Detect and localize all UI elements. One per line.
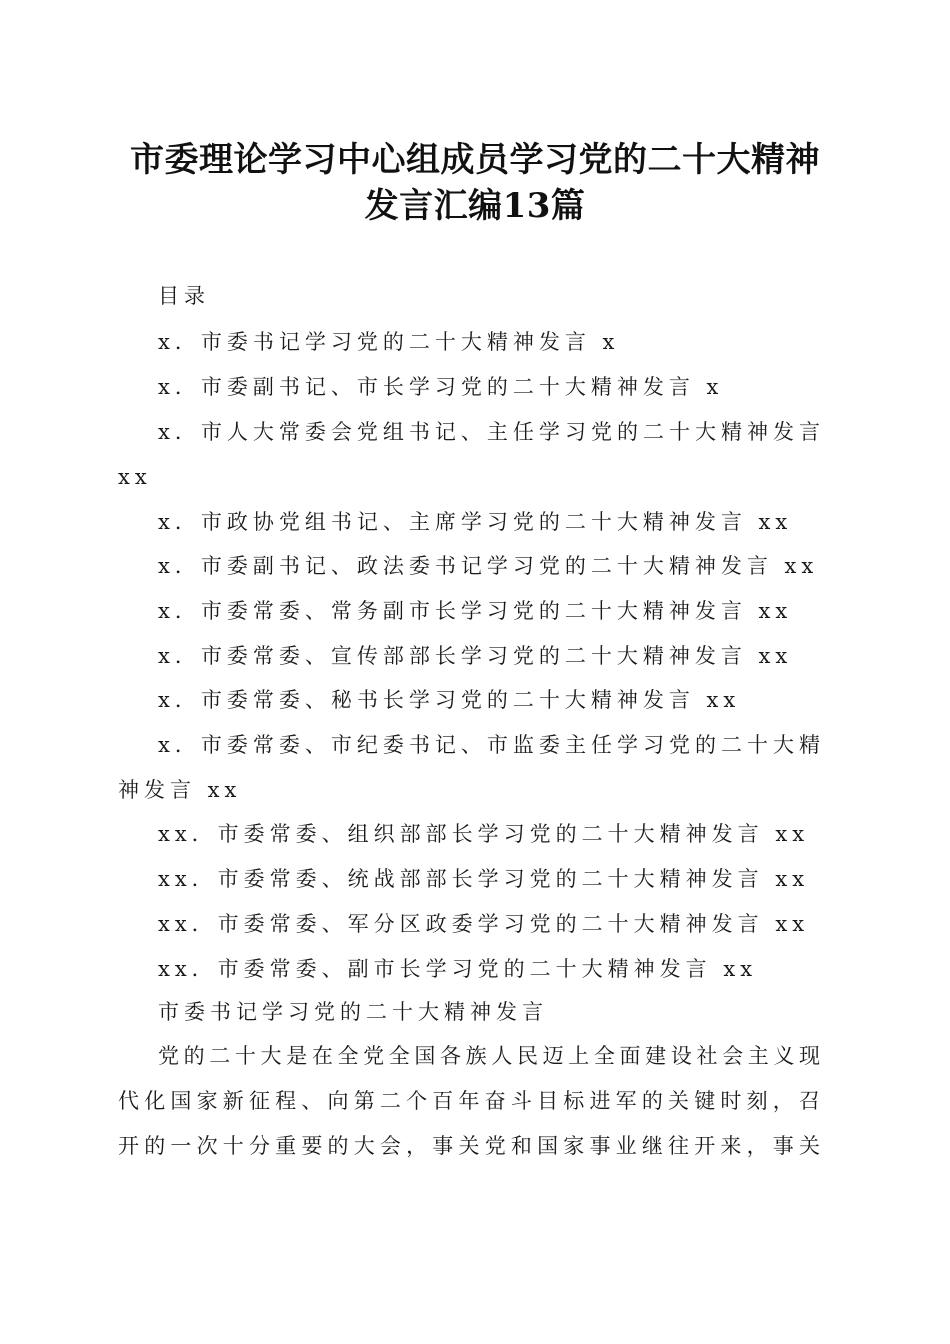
toc-item: x．市委常委、宣传部部长学习党的二十大精神发言 xx xyxy=(158,644,793,668)
body-paragraph-line: 党的二十大是在全党全国各族人民迈上全面建设社会主义现 xyxy=(158,1044,823,1068)
section-heading: 市委书记学习党的二十大精神发言 xyxy=(158,1000,548,1024)
document-title-line-2: 发言汇编13篇 xyxy=(364,186,586,226)
toc-item: x．市委副书记、市长学习党的二十大精神发言 x xyxy=(158,375,724,399)
toc-item: x．市委书记学习党的二十大精神发言 x xyxy=(158,330,620,354)
toc-item: x．市委常委、常务副市长学习党的二十大精神发言 xx xyxy=(158,599,793,623)
body-paragraph-line: 开的一次十分重要的大会，事关党和国家事业继往开来，事关 xyxy=(118,1134,823,1158)
toc-item: xx．市委常委、组织部部长学习党的二十大精神发言 xx xyxy=(158,822,810,846)
toc-item: x．市委副书记、政法委书记学习党的二十大精神发言 xx xyxy=(158,554,819,578)
toc-item: x．市人大常委会党组书记、主任学习党的二十大精神发言 xyxy=(158,420,823,444)
toc-item: xx．市委常委、统战部部长学习党的二十大精神发言 xx xyxy=(158,867,810,891)
toc-item: x．市政协党组书记、主席学习党的二十大精神发言 xx xyxy=(158,510,793,534)
toc-item-continuation: 神发言 xx xyxy=(118,778,242,802)
toc-item: x．市委常委、秘书长学习党的二十大精神发言 xx xyxy=(158,688,741,712)
toc-item: xx．市委常委、军分区政委学习党的二十大精神发言 xx xyxy=(158,912,810,936)
body-paragraph-line: 代化国家新征程、向第二个百年奋斗目标进军的关键时刻，召 xyxy=(118,1089,823,1113)
toc-item: x．市委常委、市纪委书记、市监委主任学习党的二十大精 xyxy=(158,733,823,757)
toc-heading: 目录 xyxy=(158,284,210,308)
document-title-line-1: 市委理论学习中心组成员学习党的二十大精神 xyxy=(130,140,820,180)
toc-item: xx．市委常委、副市长学习党的二十大精神发言 xx xyxy=(158,957,758,981)
toc-item-continuation: xx xyxy=(118,465,152,489)
